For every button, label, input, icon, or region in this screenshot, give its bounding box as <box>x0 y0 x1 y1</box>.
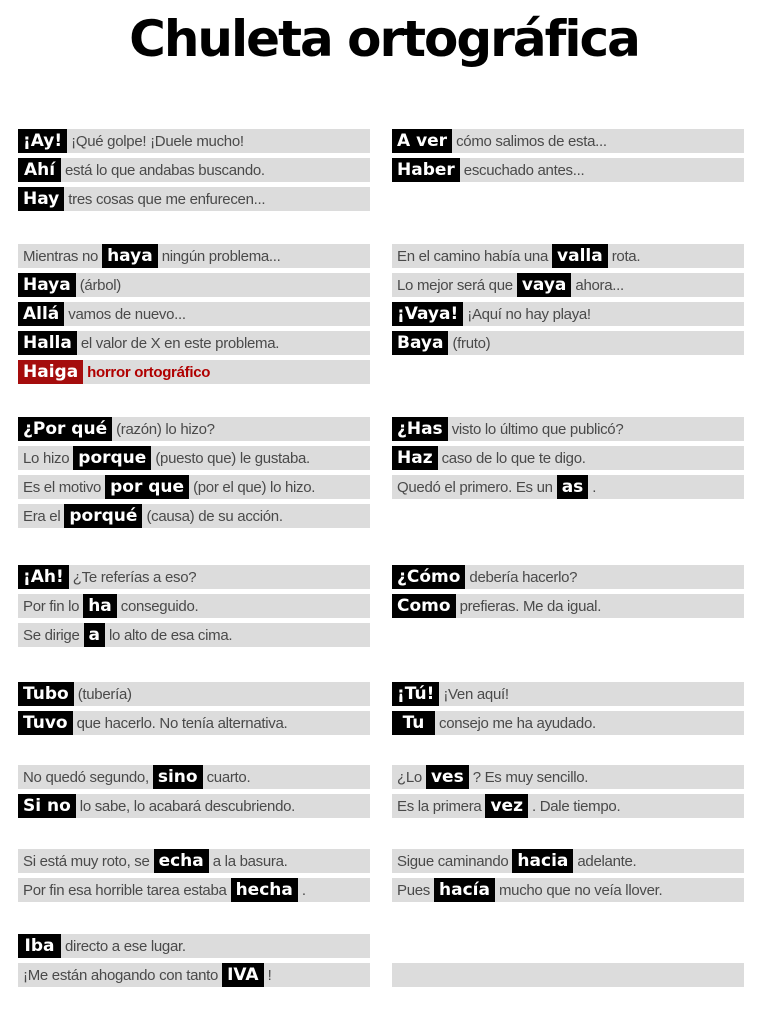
example-text: Lo mejor será que <box>397 276 513 294</box>
example-row <box>392 273 744 297</box>
keyword-highlight: Tuvo <box>18 711 73 735</box>
example-text: ! <box>267 966 272 984</box>
keyword-highlight: vaya <box>517 273 572 297</box>
example-row <box>392 682 744 706</box>
example-row <box>18 273 370 297</box>
example-row <box>18 331 370 355</box>
keyword-highlight: Halla <box>18 331 77 355</box>
example-text: Se dirige <box>23 626 80 644</box>
example-text: . Dale tiempo. <box>531 797 621 815</box>
example-text: mucho que no veía llover. <box>498 881 663 899</box>
example-row <box>392 765 744 789</box>
keyword-highlight: Haz <box>392 446 438 470</box>
example-text: (causa) de su acción. <box>146 507 283 525</box>
example-text: Era el <box>23 507 61 525</box>
example-row <box>392 244 744 268</box>
keyword-highlight: ¡Ah! <box>18 565 69 589</box>
example-row <box>18 682 370 706</box>
keyword-highlight: sino <box>153 765 203 789</box>
example-row <box>18 504 370 528</box>
example-row <box>18 878 370 902</box>
example-text: consejo me ha ayudado. <box>439 714 596 732</box>
example-text: (tubería) <box>77 685 132 703</box>
example-row <box>392 711 744 735</box>
example-row <box>18 446 370 470</box>
example-row <box>18 711 370 735</box>
example-text: Lo hizo <box>23 449 70 467</box>
example-row <box>392 158 744 182</box>
example-text: lo sabe, lo acabará descubriendo. <box>79 797 296 815</box>
example-text: a la basura. <box>212 852 288 870</box>
example-text: (razón) lo hizo? <box>116 420 215 438</box>
example-row <box>392 794 744 818</box>
example-text: conseguido. <box>120 597 199 615</box>
example-row <box>392 417 744 441</box>
example-text: ¿Lo <box>397 768 422 786</box>
keyword-highlight: hacía <box>434 878 495 902</box>
keyword-highlight: Ahí <box>18 158 61 182</box>
keyword-highlight: Como <box>392 594 456 618</box>
example-row <box>392 129 744 153</box>
keyword-highlight: IVA <box>222 963 264 987</box>
example-text: (árbol) <box>79 276 121 294</box>
example-text: (puesto que) le gustaba. <box>155 449 310 467</box>
example-text: horror ortográfico <box>87 363 211 381</box>
example-text: Es el motivo <box>23 478 102 496</box>
keyword-highlight: hacia <box>512 849 573 873</box>
example-text: tres cosas que me enfurecen... <box>68 190 266 208</box>
example-row <box>18 565 370 589</box>
example-text: ¿Te referías a eso? <box>72 568 197 586</box>
keyword-highlight: ¡Vaya! <box>392 302 463 326</box>
keyword-highlight: porque <box>73 446 151 470</box>
example-row <box>392 849 744 873</box>
example-text: escuchado antes... <box>463 161 585 179</box>
example-row <box>392 565 744 589</box>
example-text: ningún problema... <box>161 247 281 265</box>
keyword-highlight: echa <box>154 849 209 873</box>
keyword-highlight: as <box>557 475 589 499</box>
example-text: que hacerlo. No tenía alternativa. <box>76 714 288 732</box>
example-row <box>18 158 370 182</box>
keyword-highlight: Si no <box>18 794 76 818</box>
example-text: debería hacerlo? <box>469 568 578 586</box>
keyword-highlight: Hay <box>18 187 64 211</box>
example-text: Mientras no <box>23 247 99 265</box>
keyword-highlight: Allá <box>18 302 64 326</box>
keyword-highlight: ves <box>426 765 469 789</box>
example-text: cómo salimos de esta... <box>456 132 607 150</box>
example-row <box>392 594 744 618</box>
example-text: ¡Qué golpe! ¡Duele mucho! <box>71 132 244 150</box>
keyword-highlight: Haiga <box>18 360 83 384</box>
example-row <box>18 594 370 618</box>
example-row <box>392 446 744 470</box>
keyword-highlight: ¡Tú! <box>392 682 439 706</box>
example-text: ¡Me están ahogando con tanto <box>23 966 219 984</box>
example-row <box>18 849 370 873</box>
example-row <box>18 475 370 499</box>
example-row <box>392 302 744 326</box>
example-row <box>18 129 370 153</box>
page-title: Chuleta ortográfica <box>129 10 639 68</box>
example-text: prefieras. Me da igual. <box>459 597 602 615</box>
keyword-highlight: a <box>84 623 105 647</box>
example-row <box>392 963 744 987</box>
keyword-highlight: ha <box>83 594 117 618</box>
example-row <box>392 331 744 355</box>
keyword-highlight: ¿Cómo <box>392 565 465 589</box>
example-text: ¡Ven aquí! <box>443 685 509 703</box>
example-row <box>18 360 370 384</box>
example-text: En el camino había una <box>397 247 549 265</box>
example-row <box>18 417 370 441</box>
example-text: rota. <box>611 247 641 265</box>
keyword-highlight: por que <box>105 475 189 499</box>
keyword-highlight: porqué <box>64 504 142 528</box>
keyword-highlight: haya <box>102 244 158 268</box>
example-row <box>18 244 370 268</box>
example-text: . <box>301 881 306 899</box>
example-text: Sigue caminando <box>397 852 509 870</box>
keyword-highlight: Tubo <box>18 682 74 706</box>
example-row <box>392 475 744 499</box>
keyword-highlight: Haber <box>392 158 460 182</box>
example-row <box>18 187 370 211</box>
example-text: Pues <box>397 881 430 899</box>
keyword-highlight: hecha <box>231 878 298 902</box>
keyword-highlight: valla <box>552 244 608 268</box>
example-row <box>18 302 370 326</box>
example-text: visto lo último que publicó? <box>451 420 624 438</box>
keyword-highlight: vez <box>485 794 528 818</box>
example-text: está lo que andabas buscando. <box>65 161 265 179</box>
keyword-highlight: ¡Ay! <box>18 129 67 153</box>
example-row <box>18 765 370 789</box>
example-text: el valor de X en este problema. <box>80 334 280 352</box>
example-text: vamos de nuevo... <box>68 305 186 323</box>
example-text: Es la primera <box>397 797 482 815</box>
example-row <box>18 963 370 987</box>
keyword-highlight: Baya <box>392 331 448 355</box>
example-row <box>18 794 370 818</box>
example-text: adelante. <box>577 852 637 870</box>
example-row <box>18 623 370 647</box>
example-row <box>18 934 370 958</box>
keyword-highlight: Iba <box>18 934 61 958</box>
example-text: ¡Aquí no hay playa! <box>467 305 591 323</box>
example-text: Si está muy roto, se <box>23 852 150 870</box>
example-text: caso de lo que te digo. <box>441 449 586 467</box>
keyword-highlight: ¿Has <box>392 417 448 441</box>
example-text: ahora... <box>575 276 624 294</box>
keyword-highlight: ¿Por qué <box>18 417 112 441</box>
keyword-highlight: Tu <box>392 711 435 735</box>
example-text: ? Es muy sencillo. <box>472 768 589 786</box>
example-text: (por el que) lo hizo. <box>193 478 316 496</box>
example-row <box>392 878 744 902</box>
keyword-highlight: Haya <box>18 273 76 297</box>
keyword-highlight: A ver <box>392 129 452 153</box>
example-text: Por fin esa horrible tarea estaba <box>23 881 227 899</box>
example-text: Por fin lo <box>23 597 80 615</box>
example-text: (fruto) <box>452 334 491 352</box>
example-text: cuarto. <box>206 768 251 786</box>
example-text: No quedó segundo, <box>23 768 149 786</box>
example-text: . <box>592 478 597 496</box>
example-text: lo alto de esa cima. <box>109 626 233 644</box>
example-text: directo a ese lugar. <box>65 937 186 955</box>
example-text: Quedó el primero. Es un <box>397 478 553 496</box>
